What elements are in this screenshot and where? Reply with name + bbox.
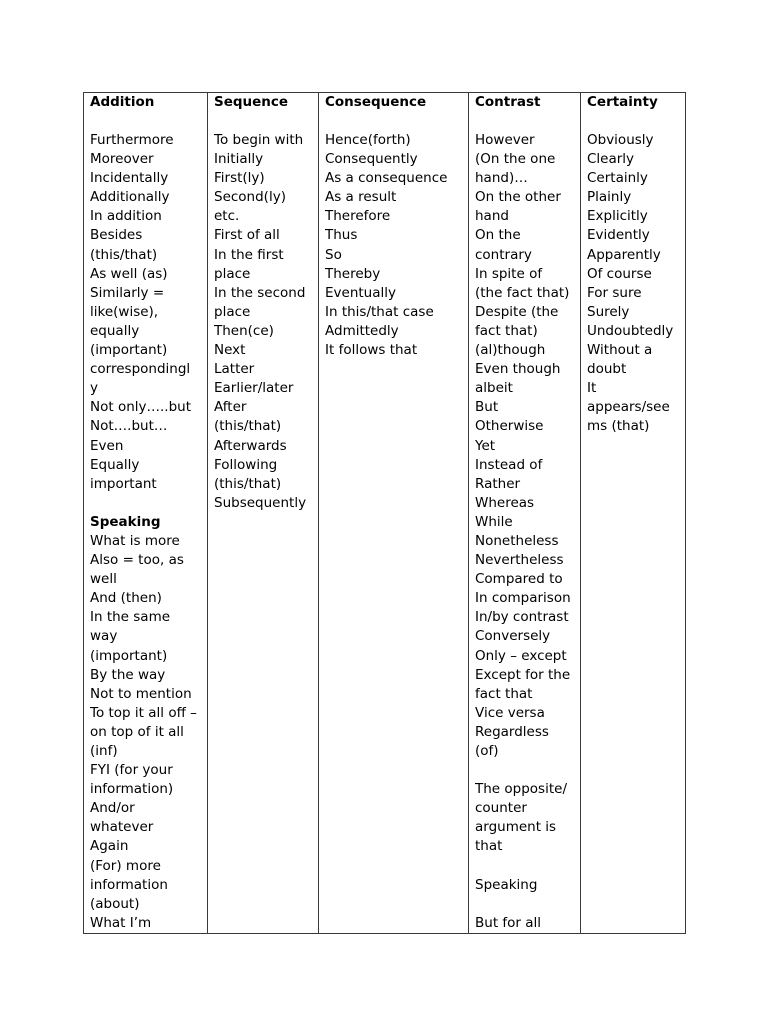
- list-item: Even: [90, 437, 124, 454]
- list-item: Thereby: [325, 265, 381, 282]
- list-item: Nonetheless: [475, 532, 559, 549]
- list-item: Rather: [475, 475, 521, 492]
- column-lines: [214, 112, 318, 513]
- list-item: counter: [475, 800, 527, 817]
- blank-line: [475, 857, 580, 876]
- blank-line: [475, 895, 580, 914]
- list-item: Latter: [214, 361, 255, 378]
- column-lines: [325, 112, 468, 360]
- list-item: (the fact that): [475, 284, 570, 301]
- list-item: To begin with: [214, 132, 304, 148]
- list-item: Without a: [587, 342, 653, 359]
- list-item: Second(ly): [214, 189, 286, 206]
- list-item: Equally: [90, 456, 140, 473]
- list-item: Certainly: [587, 170, 648, 187]
- list-item: equally: [90, 322, 140, 339]
- list-item: (important): [90, 342, 168, 359]
- list-item: It: [587, 380, 597, 397]
- list-item: Vice versa: [475, 704, 545, 721]
- list-item: As well (as): [90, 265, 168, 282]
- list-item: First of all: [214, 227, 280, 244]
- list-item: that: [475, 838, 503, 855]
- list-item: Similarly =: [90, 284, 165, 301]
- list-item: Even though: [475, 361, 561, 378]
- list-item: So: [325, 246, 342, 263]
- list-item: And (then): [90, 590, 162, 607]
- table-row: [84, 93, 686, 934]
- list-item: Next: [214, 342, 246, 359]
- list-item: whatever: [90, 819, 154, 836]
- list-item: (On the one: [475, 151, 556, 168]
- column-contrast: [469, 93, 581, 934]
- list-item: First(ly): [214, 170, 265, 187]
- column-header: Consequence: [325, 94, 427, 110]
- list-item: What I’m: [90, 914, 152, 931]
- list-item: etc.: [214, 208, 240, 225]
- list-item: Regardless: [475, 723, 549, 740]
- column-sequence: [208, 93, 319, 934]
- list-item: Speaking: [475, 876, 538, 893]
- list-item: Despite (the: [475, 303, 559, 320]
- column-lines: [475, 112, 580, 933]
- list-item: What is more: [90, 532, 180, 549]
- list-item: After: [214, 399, 247, 416]
- list-item: Eventually: [325, 284, 396, 301]
- list-item: In/by contrast: [475, 609, 569, 626]
- list-item: Surely: [587, 303, 630, 320]
- list-item: But for all: [475, 914, 542, 931]
- list-item: on top of it all: [90, 723, 184, 740]
- list-item: In the second: [214, 284, 306, 301]
- list-item: Afterwards: [214, 437, 287, 454]
- list-item: place: [214, 265, 251, 282]
- list-item: (For) more: [90, 857, 161, 874]
- list-item: (of): [475, 743, 499, 759]
- list-item: (about): [90, 895, 140, 912]
- list-item: Compared to: [475, 571, 563, 588]
- blank-line: [475, 761, 580, 780]
- list-item: Except for the: [475, 666, 571, 683]
- list-item: (this/that): [90, 246, 158, 263]
- list-item: ms (that): [587, 418, 650, 435]
- list-item: Apparently: [587, 246, 661, 263]
- list-item: Again: [90, 838, 129, 855]
- list-item: (this/that): [214, 475, 282, 492]
- list-item: (al)though: [475, 342, 546, 359]
- list-item: appears/see: [587, 399, 670, 416]
- list-item: The opposite/: [475, 781, 567, 798]
- list-item: Thus: [325, 227, 358, 244]
- list-item: hand)…: [475, 170, 528, 187]
- list-item: Then(ce): [214, 322, 274, 339]
- list-item: doubt: [587, 361, 627, 378]
- list-item: But: [475, 399, 499, 416]
- list-item: Instead of: [475, 456, 543, 473]
- list-item: Only – except: [475, 647, 567, 664]
- list-item: Otherwise: [475, 418, 544, 435]
- list-item: In the first: [214, 246, 284, 263]
- list-item: Of course: [587, 265, 652, 282]
- list-item: (inf): [90, 743, 118, 759]
- list-item: While: [475, 513, 513, 530]
- list-item: And/or: [90, 800, 135, 817]
- list-item: Clearly: [587, 151, 635, 168]
- list-item: Furthermore: [90, 132, 174, 148]
- list-item: way: [90, 628, 118, 645]
- list-item: Also = too, as: [90, 552, 184, 569]
- list-item: Admittedly: [325, 322, 399, 339]
- list-item: y: [90, 380, 98, 397]
- list-item: Moreover: [90, 151, 154, 168]
- column-header: Contrast: [475, 94, 541, 110]
- column-lines: [90, 112, 207, 933]
- list-item: argument is: [475, 819, 557, 836]
- list-item: important: [90, 475, 157, 492]
- list-item: For sure: [587, 284, 642, 301]
- list-item: In comparison: [475, 590, 571, 607]
- list-item: Subsequently: [214, 494, 307, 511]
- list-item: information): [90, 781, 174, 798]
- list-item: Therefore: [325, 208, 391, 225]
- list-item: It follows that: [325, 342, 418, 359]
- column-consequence: [319, 93, 469, 934]
- list-item: albeit: [475, 380, 513, 397]
- list-item: Not….but…: [90, 418, 168, 435]
- list-item: In this/that case: [325, 303, 434, 320]
- list-item: Whereas: [475, 494, 535, 511]
- list-item: In the same: [90, 609, 171, 626]
- list-item: As a result: [325, 189, 397, 206]
- list-item: Yet: [475, 437, 496, 454]
- list-item: Earlier/later: [214, 380, 294, 397]
- list-item: By the way: [90, 666, 166, 683]
- list-item: Consequently: [325, 151, 418, 168]
- connectives-table: [83, 92, 686, 934]
- column-lines: [587, 112, 685, 437]
- subheading: Speaking: [90, 513, 161, 530]
- list-item: correspondingl: [90, 361, 191, 378]
- list-item: (this/that): [214, 418, 282, 435]
- blank-line: [90, 494, 207, 513]
- column-header: Sequence: [214, 94, 289, 110]
- list-item: fact that: [475, 685, 533, 702]
- list-item: FYI (for your: [90, 762, 173, 779]
- list-item: Conversely: [475, 628, 551, 645]
- list-item: In spite of: [475, 265, 543, 282]
- list-item: Additionally: [90, 189, 170, 206]
- list-item: To top it all off –: [90, 704, 197, 721]
- list-item: Initially: [214, 151, 264, 168]
- list-item: well: [90, 571, 117, 588]
- list-item: Explicitly: [587, 208, 648, 225]
- list-item: Not only…..but: [90, 399, 191, 416]
- list-item: information: [90, 876, 168, 893]
- list-item: On the: [475, 227, 521, 244]
- list-item: However: [475, 132, 535, 148]
- list-item: place: [214, 303, 251, 320]
- list-item: Incidentally: [90, 170, 169, 187]
- list-item: like(wise),: [90, 303, 159, 320]
- list-item: Nevertheless: [475, 552, 564, 569]
- list-item: Besides: [90, 227, 143, 244]
- list-item: On the other: [475, 189, 561, 206]
- column-addition: [84, 93, 208, 934]
- column-header: Certainty: [587, 94, 658, 110]
- column-header: Addition: [90, 94, 155, 110]
- list-item: As a consequence: [325, 170, 448, 187]
- list-item: Hence(forth): [325, 132, 411, 148]
- list-item: fact that): [475, 322, 538, 339]
- list-item: Plainly: [587, 189, 632, 206]
- list-item: Following: [214, 456, 278, 473]
- list-item: Evidently: [587, 227, 650, 244]
- list-item: contrary: [475, 246, 532, 263]
- list-item: hand: [475, 208, 509, 225]
- list-item: Undoubtedly: [587, 322, 674, 339]
- list-item: (important): [90, 647, 168, 664]
- list-item: Not to mention: [90, 685, 192, 702]
- list-item: In addition: [90, 208, 162, 225]
- list-item: Obviously: [587, 132, 654, 148]
- column-certainty: [581, 93, 686, 934]
